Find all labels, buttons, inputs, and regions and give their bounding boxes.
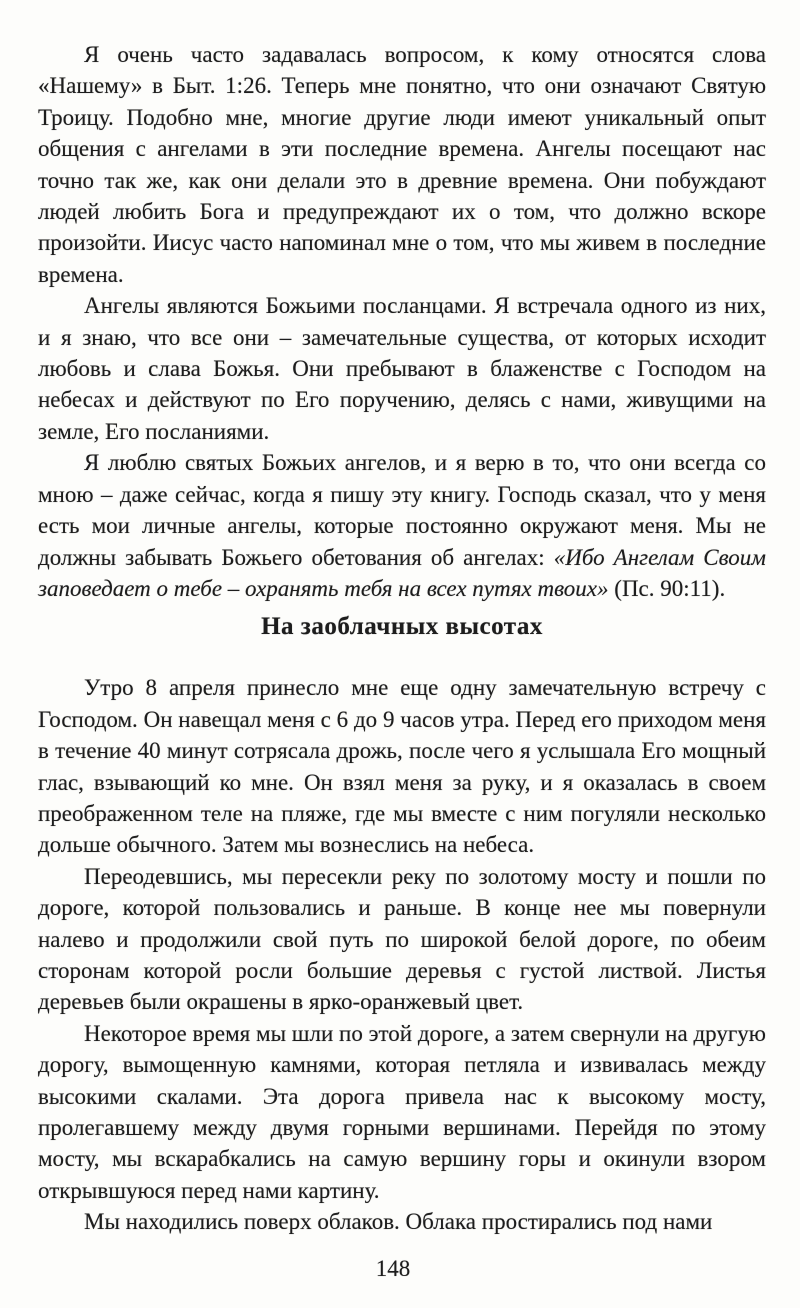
paragraph-angels-messengers: Ангелы являются Божьими посланцами. Я встречала одного из них, и я знаю, что все они – замечательные существа, от которых исходит любовь и слава Божья. Они пребывают в блаженстве с Господом на небесах и действуют по Его поручению, делясь с нами, живущими на земле, Его посланиями. [38, 293, 766, 444]
page-text-block [38, 39, 766, 1238]
paragraph-text: Я люблю святых Божьих ангелов, и я верю в то, что они всегда со мною – даже сейчас, когда я пишу эту книгу. Господь сказал, что у меня есть мои личные ангелы, которые постоянно окружают меня. Мы не должны забывать Божьего обетования об ангелах: [38, 450, 766, 570]
paragraph-above-clouds: Мы находились поверх облаков. Облака простирались под нами [84, 1209, 713, 1235]
scripture-citation: (Пс. 90:11). [608, 575, 726, 601]
paragraph-intro-trinity: Я очень часто задавалась вопросом, к кому относятся слова «Нашему» в Быт. 1:26. Теперь мне понятно, что они означают Святую Троицу. Подобно мне, многие другие люди имеют уникальный опыт общения с ангелами в эти последние времена. Ангелы посещают нас точно так же, как они делали это в древние времена. Они побуждают людей любить Бога и предупреждают их о том, что должно вскоре произойти. Иисус часто напоминал мне о том, что мы живем в последние времена. [38, 42, 766, 287]
paragraph-with-scripture-quote [38, 447, 766, 604]
paragraph-april-8-meeting: Утро 8 апреля принесло мне еще одну замечательную встречу с Господом. Он навещал меня с 6 до 9 часов утра. Перед его приходом меня в течение 40 минут сотрясала дрожь, после чего я услышала Его мощный глас, взывающий ко мне. Он взял меня за руку, и я оказалась в своем преображенном теле на пляже, где мы вместе с ним погуляли несколько дольше обычного. Затем мы вознеслись на небеса. [38, 675, 766, 858]
scripture-quote: «Ибо Ангелам Своим заповедает о тебе – охранять тебя на всех путях твоих» [38, 544, 766, 601]
paragraph-stone-road: Некоторое время мы шли по этой дороге, а затем свернули на другую дорогу, вымощенную камнями, которая петляла и извивалась между высокими скалами. Эта дорога привела нас к высокому мосту, пролегавшему между двумя горными вершинами. Перейдя по этому мосту, мы вскарабкались на самую вершину горы и окинули взором открывшуюся перед нами картину. [38, 1020, 766, 1203]
paragraph-golden-bridge: Переодевшись, мы пересекли реку по золотому мосту и пошли по дороге, которой пользовались и раньше. В конце нее мы повернули налево и продолжили свой путь по широкой белой дороге, по обеим сторонам которой росли большие деревья с густой листвой. Листья деревьев были окрашены в ярко-оранжевый цвет. [38, 863, 766, 1015]
section-heading: На заоблачных высотах [261, 613, 543, 641]
page-number: 148 [375, 1256, 411, 1281]
